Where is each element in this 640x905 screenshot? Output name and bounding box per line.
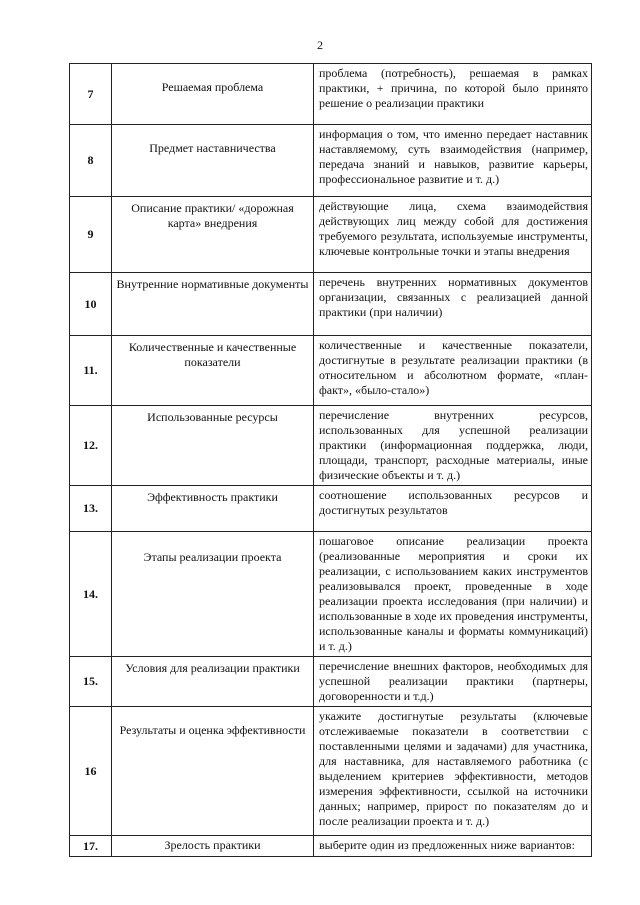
table-row bbox=[70, 125, 592, 197]
row-number: 17. bbox=[70, 836, 112, 857]
row-number: 10 bbox=[70, 273, 112, 336]
row-topic: Решаемая проблема bbox=[112, 64, 314, 125]
row-number: 9 bbox=[70, 197, 112, 273]
row-description: проблема (потребность), решаемая в рамках практики, + причина, по которой было принято решение о реализации практики bbox=[314, 64, 592, 125]
row-number: 15. bbox=[70, 657, 112, 707]
row-topic: Использованные ресурсы bbox=[112, 406, 314, 486]
row-number: 11. bbox=[70, 336, 112, 406]
row-description: перечисление внутренних ресурсов, использованных для успешной реализации практики (информационная поддержка, люди, площади, транспорт, расходные материалы, иные физические объекты и т. д.) bbox=[314, 406, 592, 486]
row-description: действующие лица, схема взаимодействия действующих лиц между собой для достижения требуемого результата, используемые инструменты, ключевые контрольные точки и этапы внедрения bbox=[314, 197, 592, 273]
row-number: 16 bbox=[70, 707, 112, 836]
row-topic: Предмет наставничества bbox=[112, 125, 314, 197]
row-description: информация о том, что именно передает наставник наставляемому, суть взаимодействия (например, передача знаний и навыков, развитие карьеры, профессиональное развитие и т. д.) bbox=[314, 125, 592, 197]
row-number: 12. bbox=[70, 406, 112, 486]
table-row bbox=[70, 486, 592, 532]
row-description: выберите один из предложенных ниже вариантов: bbox=[314, 836, 592, 857]
table-row bbox=[70, 336, 592, 406]
row-number: 14. bbox=[70, 532, 112, 657]
row-topic: Условия для реализации практики bbox=[112, 657, 314, 707]
row-description: перечисление внешних факторов, необходимых для успешной реализации практики (партнеры, договоренности и т.д.) bbox=[314, 657, 592, 707]
practice-description-table bbox=[69, 63, 592, 857]
row-topic: Описание практики/ «дорожная карта» внедрения bbox=[112, 197, 314, 273]
table-row bbox=[70, 657, 592, 707]
table-row bbox=[70, 273, 592, 336]
row-description: пошаговое описание реализации проекта (реализованные мероприятия и сроки их реализации, с использованием каких инструментов реализовывался проект, проведенные в ходе реализации проекта исследования (при наличии) и использованные в ходе их проведения инструменты, использованные каналы и форматы коммуникаций) и т. д.) bbox=[314, 532, 592, 657]
table-row bbox=[70, 836, 592, 857]
row-number: 13. bbox=[70, 486, 112, 532]
page-number: 2 bbox=[317, 38, 323, 52]
row-topic: Эффективность практики bbox=[112, 486, 314, 532]
table-row bbox=[70, 64, 592, 125]
row-topic: Количественные и качественные показатели bbox=[112, 336, 314, 406]
row-number: 8 bbox=[70, 125, 112, 197]
row-topic: Внутренние нормативные документы bbox=[112, 273, 314, 336]
row-description: соотношение использованных ресурсов и достигнутых результатов bbox=[314, 486, 592, 532]
table-row bbox=[70, 532, 592, 657]
row-topic: Этапы реализации проекта bbox=[112, 532, 314, 657]
row-description: перечень внутренних нормативных документов организации, связанных с реализацией данной практики (при наличии) bbox=[314, 273, 592, 336]
row-description: количественные и качественные показатели, достигнутые в результате реализации практики (в относительном и абсолютном формате, «план-факт», «было-стало») bbox=[314, 336, 592, 406]
row-number: 7 bbox=[70, 64, 112, 125]
table-row bbox=[70, 406, 592, 486]
table-row bbox=[70, 197, 592, 273]
row-description: укажите достигнутые результаты (ключевые отслеживаемые показатели в соответствии с поставленными целями и задачами) для участника, для наставника, для наставляемого работника (с выделением критериев эффективности, методов измерения эффективности, ссылкой на источники данных; например, прирост по показателям до и после реализации проекта и т. д.) bbox=[314, 707, 592, 836]
row-topic: Результаты и оценка эффективности bbox=[112, 707, 314, 836]
row-topic: Зрелость практики bbox=[112, 836, 314, 857]
table-row bbox=[70, 707, 592, 836]
